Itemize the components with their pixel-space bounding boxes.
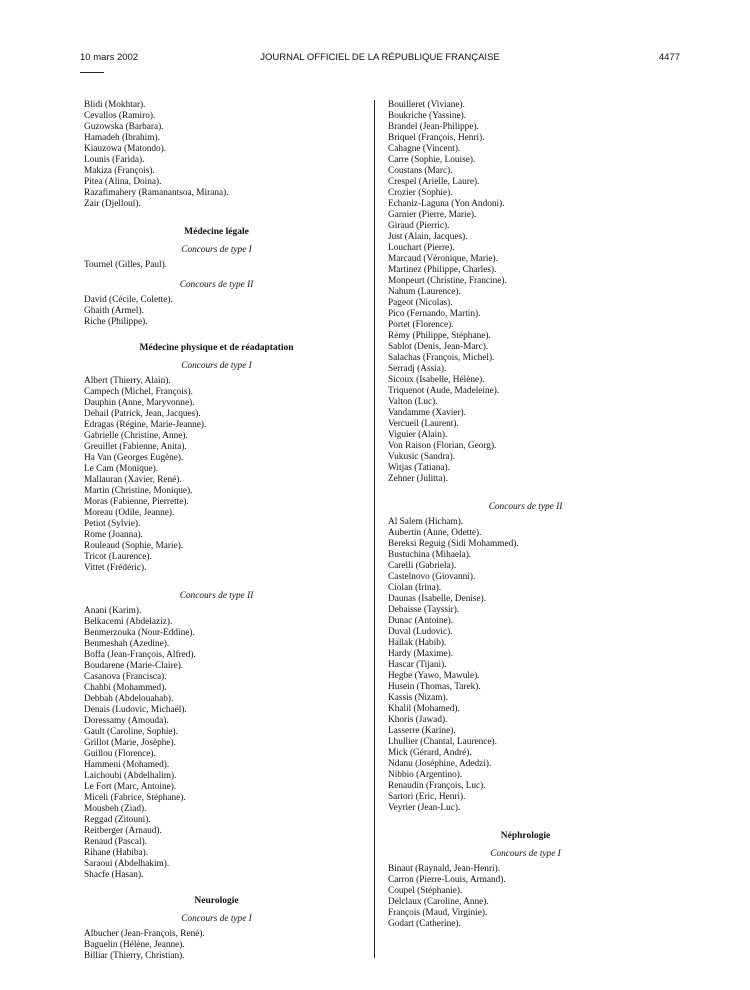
list-item: Billiar (Thierry, Christian). xyxy=(84,951,185,961)
list-item: Duval (Ludovic). xyxy=(388,627,453,637)
header-page-number: 4477 xyxy=(658,52,680,63)
list-item: Sartori (Eric, Henri). xyxy=(388,792,466,802)
subsection-title-type1: Concours de type I xyxy=(490,849,561,859)
list-item: Gabrielle (Christine, Anne). xyxy=(84,431,188,441)
subsection-title-type2: Concours de type II xyxy=(488,502,563,512)
section-title-medecine-physique: Médecine physique et de réadaptation xyxy=(139,343,294,353)
list-item: Just (Alain, Jacques). xyxy=(388,232,468,242)
list-item: Khalil (Mohamed). xyxy=(388,704,460,714)
list-item: Renaudin (François, Luc). xyxy=(388,781,486,791)
list-item: Razafimahery (Ramanantsoa, Mirana). xyxy=(84,188,229,198)
list-item: Zair (Djelloul). xyxy=(84,199,141,209)
list-item: Moreau (Odile, Jeanne). xyxy=(84,508,175,518)
list-item: Albucher (Jean-François, René). xyxy=(84,929,205,939)
list-item: Valton (Luc). xyxy=(388,397,438,407)
list-item: Lasserre (Karine). xyxy=(388,726,456,736)
list-item: Von Raison (Florian, Georg). xyxy=(388,441,497,451)
name-list-neurologie-type1 xyxy=(84,929,349,962)
list-item: Baguelin (Hélène, Jeanne). xyxy=(84,940,185,950)
list-item: Anani (Karim). xyxy=(84,606,142,616)
list-item: Le Fort (Marc, Antoine). xyxy=(84,782,177,792)
list-item: Bustuchina (Mihaela). xyxy=(388,550,472,560)
list-item: Serradj (Assia). xyxy=(388,364,447,374)
list-item: Portet (Florence). xyxy=(388,320,454,330)
subsection-title-type1: Concours de type I xyxy=(181,914,252,924)
list-item: Dauphin (Anne, Maryvonne). xyxy=(84,398,195,408)
list-item: Benmerzouka (Nour-Eddine). xyxy=(84,628,195,638)
list-item: Vandamme (Xavier). xyxy=(388,408,466,418)
list-item: Daunas (Isabelle, Denise). xyxy=(388,594,487,604)
list-item: Mick (Gérard, André). xyxy=(388,748,472,758)
list-item: Boukriche (Yassine). xyxy=(388,111,467,121)
intro-name-list xyxy=(84,100,349,210)
list-item: Blidi (Mokhtar). xyxy=(84,100,146,110)
list-item: Riche (Philippe). xyxy=(84,317,148,327)
list-item: Coupel (Stéphanie). xyxy=(388,886,463,896)
list-item: Rouleaud (Sophie, Marie). xyxy=(84,541,184,551)
list-item: Carre (Sophie, Louise). xyxy=(388,155,476,165)
list-item: Cahagne (Vincent). xyxy=(388,144,461,154)
list-item: Carron (Pierre-Louis, Armand). xyxy=(388,875,506,885)
list-item: Bouilleret (Viviane). xyxy=(388,100,465,110)
list-item: François (Maud, Virginie). xyxy=(388,908,488,918)
subsection-title-type1: Concours de type I xyxy=(181,245,252,255)
list-item: Delclaux (Caroline, Anne). xyxy=(388,897,489,907)
list-item: Grillot (Marie, Josèphe). xyxy=(84,738,176,748)
header-rule xyxy=(80,72,104,73)
list-item: Mousbeh (Ziad). xyxy=(84,804,147,814)
list-item: Garnier (Pierre, Marie). xyxy=(388,210,477,220)
section-title-neurologie: Neurologie xyxy=(194,896,239,906)
list-item: Ha Van (Georges Eugène). xyxy=(84,453,184,463)
list-item: Sablot (Denis, Jean-Marc). xyxy=(388,342,489,352)
list-item: Aubertin (Anne, Odette). xyxy=(388,528,482,538)
section-title-medecine-legale: Médecine légale xyxy=(184,227,249,237)
list-item: Saraoui (Abdelhakim). xyxy=(84,859,170,869)
list-item: Bereksi Reguig (Sidi Mohammed). xyxy=(388,539,519,549)
list-item: Cevallos (Ramiro). xyxy=(84,111,156,121)
list-item: Khoris (Jawad). xyxy=(388,715,448,725)
list-item: Petiot (Sylvie). xyxy=(84,519,141,529)
list-item: Pitea (Alina, Doina). xyxy=(84,177,162,187)
list-item: Brandel (Jean-Philippe). xyxy=(388,122,479,132)
list-item: Moras (Fabienne, Pierrette). xyxy=(84,497,189,507)
list-item: Chahbi (Mohammed). xyxy=(84,683,167,693)
list-item: Marcaud (Véronique, Marie). xyxy=(388,254,498,264)
header-title: JOURNAL OFFICIEL DE LA RÉPUBLIQUE FRANÇAISE xyxy=(260,52,500,63)
list-item: Carelli (Gabriela). xyxy=(388,561,457,571)
list-item: Godart (Catherine). xyxy=(388,919,461,929)
left-column xyxy=(84,100,349,962)
subsection-title-type2: Concours de type II xyxy=(179,280,254,290)
list-item: Briquel (François, Henri). xyxy=(388,133,485,143)
list-item: Hascar (Tijani). xyxy=(388,660,447,670)
list-item: Zehner (Julitta). xyxy=(388,474,448,484)
list-item: Kassis (Nizam). xyxy=(388,693,448,703)
list-item: Boudarene (Marie-Claire). xyxy=(84,661,184,671)
list-item: Binaut (Raynald, Jean-Henri). xyxy=(388,864,501,874)
list-item: Guzowska (Barbara). xyxy=(84,122,164,132)
list-item: Rome (Joanna). xyxy=(84,530,143,540)
list-item: Casanova (Francisca). xyxy=(84,672,167,682)
list-item: Gault (Caroline, Sophie). xyxy=(84,727,178,737)
list-item: Edragas (Régine, Marie-Jeanne). xyxy=(84,420,207,430)
list-item: Vittet (Frédéric). xyxy=(84,563,147,573)
list-item: Monpeurt (Christine, Francine). xyxy=(388,276,507,286)
list-item: Hardy (Maxime). xyxy=(388,649,454,659)
list-item: Coustans (Marc). xyxy=(388,166,453,176)
list-item: Rémy (Philippe, Stéphane). xyxy=(388,331,491,341)
list-item: Ndanu (Joséphine, Adedzi). xyxy=(388,759,492,769)
list-item: Rihane (Habiba). xyxy=(84,848,149,858)
subsection-title-type2: Concours de type II xyxy=(179,591,254,601)
list-item: Al Salem (Hicham). xyxy=(388,517,464,527)
list-item: Renaud (Pascal). xyxy=(84,837,147,847)
name-list-medecine-legale-type1 xyxy=(84,260,349,271)
list-item: Giraud (Pierric). xyxy=(388,221,450,231)
list-item: Martinez (Philippe, Charles). xyxy=(388,265,497,275)
list-item: Vercueil (Laurent). xyxy=(388,419,459,429)
list-item: Dunac (Antoine). xyxy=(388,616,454,626)
list-item: David (Cécile, Colette). xyxy=(84,295,173,305)
list-item: Dehail (Patrick, Jean, Jacques). xyxy=(84,409,201,419)
list-item: Campech (Michel, François). xyxy=(84,387,193,397)
header-date: 10 mars 2002 xyxy=(80,52,139,63)
list-item: Reitberger (Arnaud). xyxy=(84,826,162,836)
list-item: Debaisse (Tayssir). xyxy=(388,605,460,615)
list-item: Albert (Thierry, Alain). xyxy=(84,376,171,386)
list-item: Miceli (Fabrice, Stéphane). xyxy=(84,793,186,803)
list-item: Echaniz-Laguna (Yon Andoni). xyxy=(388,199,505,209)
name-list-medecine-physique-type2 xyxy=(84,606,349,881)
list-item: Martin (Christine, Monique). xyxy=(84,486,193,496)
list-item: Debbah (Abdelouahab). xyxy=(84,694,174,704)
list-item: Boffa (Jean-François, Alfred). xyxy=(84,650,196,660)
list-item: Nahum (Laurence). xyxy=(388,287,461,297)
list-item: Witjas (Tatiana). xyxy=(388,463,450,473)
name-list-medecine-legale-type2 xyxy=(84,295,349,328)
list-item: Crespel (Arielle, Laure). xyxy=(388,177,480,187)
list-item: Hamadeh (Ibrahim). xyxy=(84,133,160,143)
list-item: Mallauran (Xavier, René). xyxy=(84,475,182,485)
list-item: Ghaith (Armel). xyxy=(84,306,144,316)
list-item: Greuillet (Fabienne, Anita). xyxy=(84,442,187,452)
list-item: Laichoubi (Abdelhalim). xyxy=(84,771,177,781)
list-item: Pico (Fernando, Martin). xyxy=(388,309,481,319)
list-item: Lhullier (Chantal, Laurence). xyxy=(388,737,497,747)
name-list-medecine-physique-type1 xyxy=(84,376,349,574)
list-item: Sicoux (Isabelle, Hélène). xyxy=(388,375,485,385)
list-item: Doressamy (Amouda). xyxy=(84,716,169,726)
list-item: Makiza (François). xyxy=(84,166,155,176)
name-list-neurologie-type1-continued xyxy=(388,100,663,485)
list-item: Crozier (Sophie). xyxy=(388,188,453,198)
list-item: Vukusic (Sandra). xyxy=(388,452,456,462)
section-title-nephrologie: Néphrologie xyxy=(500,831,551,841)
list-item: Benmeshah (Azedine). xyxy=(84,639,170,649)
list-item: Nibbio (Argentino). xyxy=(388,770,463,780)
list-item: Hegbe (Yawo, Mawule). xyxy=(388,671,480,681)
list-item: Guillou (Florence). xyxy=(84,749,156,759)
list-item: Reggad (Zitouni). xyxy=(84,815,151,825)
list-item: Denais (Ludovic, Michaël). xyxy=(84,705,187,715)
list-item: Triquenot (Aude, Madeleine). xyxy=(388,386,500,396)
name-list-nephrologie-type1 xyxy=(388,864,663,930)
list-item: Hammeni (Mohamed). xyxy=(84,760,170,770)
list-item: Veyrier (Jean-Luc). xyxy=(388,803,461,813)
list-item: Belkacemi (Abdelaziz). xyxy=(84,617,173,627)
list-item: Hallak (Habib). xyxy=(388,638,447,648)
list-item: Shacfe (Hasan). xyxy=(84,870,144,880)
column-divider xyxy=(374,100,375,958)
subsection-title-type1: Concours de type I xyxy=(181,361,252,371)
list-item: Kiauzowa (Matondo). xyxy=(84,144,167,154)
list-item: Le Cam (Monique). xyxy=(84,464,159,474)
list-item: Husein (Thomas, Tarek). xyxy=(388,682,481,692)
right-column xyxy=(388,100,663,930)
list-item: Ciolan (Irina). xyxy=(388,583,442,593)
page-header xyxy=(80,52,680,66)
name-list-neurologie-type2 xyxy=(388,517,663,814)
list-item: Castelnovo (Giovanni). xyxy=(388,572,476,582)
list-item: Lounis (Farida). xyxy=(84,155,145,165)
list-item: Viguier (Alain). xyxy=(388,430,448,440)
list-item: Tournel (Gilles, Paul). xyxy=(84,260,168,270)
list-item: Pageot (Nicolas). xyxy=(388,298,453,308)
list-item: Tricot (Laurence). xyxy=(84,552,152,562)
list-item: Salachas (François, Michel). xyxy=(388,353,495,363)
list-item: Louchart (Pierre). xyxy=(388,243,455,253)
